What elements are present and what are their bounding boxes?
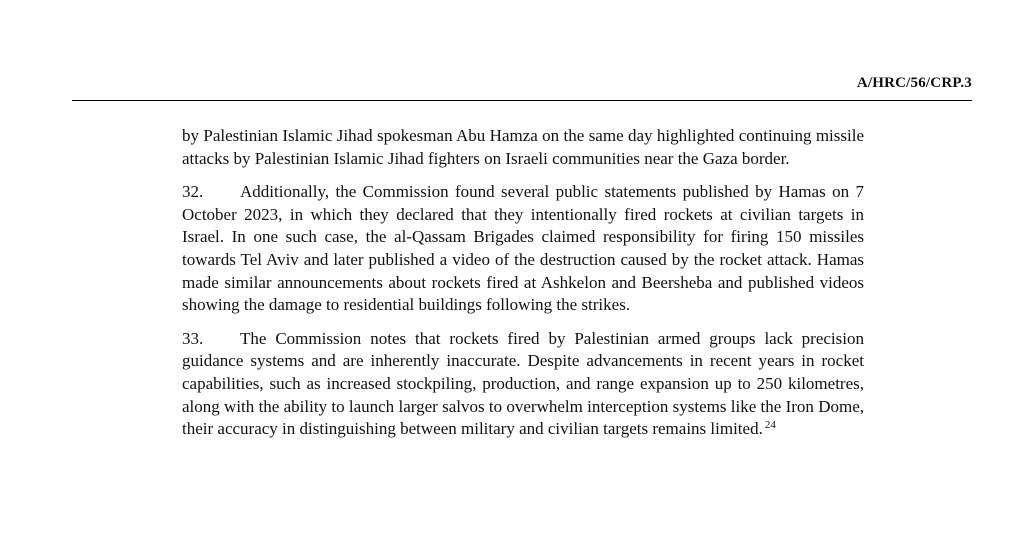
paragraph-number: 33.	[182, 328, 204, 348]
footnote-reference[interactable]: 24	[764, 419, 776, 432]
paragraph-text: by Palestinian Islamic Jihad spokesman Abu Hamza on the same day highlighted continuing missile attacks by Palestinian Islamic Jihad fighters on Israeli communities near the Gaza border.	[182, 126, 864, 168]
paragraph-33	[182, 328, 864, 441]
paragraph-text: Additionally, the Commission found several public statements published by Hamas on 7 October 2023, in which they declared that they intentionally fired rockets at civilian targets in Israel. In one such case, the al-Qassam Brigades claimed responsibility for firing 150 missiles towards Tel Aviv and later published a video of the destruction caused by the rocket attack. Hamas made similar announcements about rockets fired at Ashkelon and Beersheba and published videos showing the damage to residential buildings following the strikes.	[182, 182, 864, 315]
paragraph-continuation	[182, 125, 864, 170]
paragraph-number: 32.	[182, 182, 204, 202]
document-symbol: A/HRC/56/CRP.3	[856, 75, 972, 91]
paragraph-32	[182, 181, 864, 317]
paragraph-text: The Commission notes that rockets fired by Palestinian armed groups lack precision guidance systems and are inherently inaccurate. Despite advancements in recent years in rocket capabilities, such as increased stockpiling, production, and range expansion up to 250 kilometres, along with the ability to launch larger salvos to overwhelm interception systems like the Iron Dome, their accuracy in distinguishing between military and civilian targets remains limited.	[182, 328, 864, 439]
document-body	[182, 125, 864, 441]
page-header	[72, 60, 972, 101]
